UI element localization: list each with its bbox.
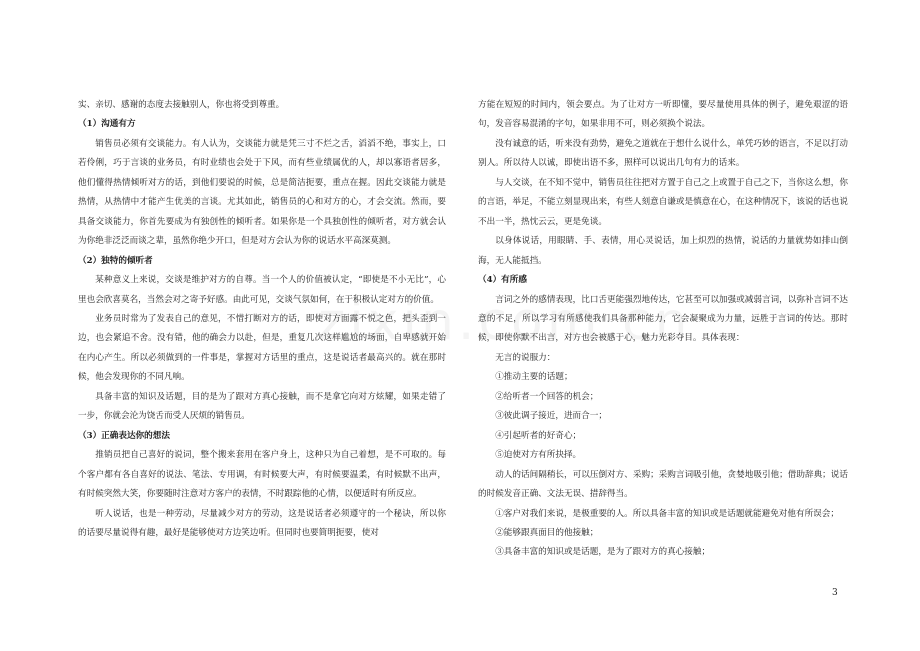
list-item: ②给听者一个回答的机会； bbox=[495, 391, 599, 402]
paragraph: 听人说话，也是一种劳动，尽量减少对方的劳动，这是说话者必须遵守的一个秘诀，所以你的话要尽量说得有趣，最好是能够使对方边笑边听。但同时也要简明扼要，使对 bbox=[78, 508, 446, 538]
section-heading-communication: （1）沟通有方 bbox=[78, 119, 136, 130]
list-item: ①推动主要的话题； bbox=[495, 372, 573, 383]
list-item: ③彼此调子接近，进而合一； bbox=[495, 411, 607, 422]
paragraph: ③具备丰富的知识或是话题，是为了跟对方的真心接触； bbox=[495, 547, 711, 558]
page-number: 3 bbox=[832, 588, 838, 598]
right-column bbox=[478, 96, 848, 563]
paragraph: 动人的话间隔稍长，可以压倒对方、采购；采购言词吸引他，贪婪地吸引他；借助辞典；说话的时候发音正确、文法无误、措辞得当。 bbox=[478, 469, 848, 500]
section-heading-express: （3）正确表达你的想法 bbox=[78, 430, 170, 441]
paragraph: 销售员必须有交谈能力。有人认为，交谈能力就是凭三寸不烂之舌，滔滔不绝，事实上，口若伶俐，巧于言谈的业务员，有时业绩也会处于下风，而有些业绩属优的人，却以寡语者居多，他们懂得热情倾听对方的话，到他们要说的时候，总是简洁扼要，重点在握。因此交谈能力就是热情，从热情中才能产生优美的言谈。尤其如此，销售员的心和对方的心，才会交流。然而，要具备交谈能力，你首先要成为有独创性的倾听者。如果你是一个具独创性的倾听者，对方就会认为你绝非泛泛而谈之辈，虽然你绝少开口，但是对方会认为你的说话水平高深莫测。 bbox=[78, 138, 446, 247]
paragraph: 实、亲切、感谢的态度去接触别人，你也将受到尊重。 bbox=[78, 100, 285, 110]
paragraph: 具备丰富的知识及话题，目的是为了跟对方真心接触，而不是拿它向对方炫耀，如果走错了一步，你就会沦为饶舌而受人厌烦的销售员。 bbox=[78, 391, 446, 422]
paragraph: 业务员时常为了发表自己的意见，不惜打断对方的话，即使对方面露不悦之色，把头歪到一边，也会紧追不舍。没有错，他的确会力以赴，但是，重复几次这样尴尬的场面，自卑感就开始在内心产生。所以必须做到的一件事是，掌握对方话里的重点，这是说话者最高兴的。就在那时候，他会发现你的不同凡响。 bbox=[78, 313, 446, 383]
paragraph: 没有诚意的话，听来没有劲势，避免之道就在于想什么说什么，单凭巧妙的语言，不足以打动别人。所以待人以诚，即使出语不多，照样可以说出几句有力的话来。 bbox=[478, 138, 848, 169]
section-heading-listener: （2）独特的倾听者 bbox=[78, 255, 153, 266]
list-item: ④引起听者的好奇心； bbox=[495, 430, 582, 441]
list-item: ⑤迫使对方有所抉择。 bbox=[495, 450, 582, 461]
paragraph: 推销员把自己喜好的说词，整个搬来套用在客户身上，这种只为自己着想，是不可取的。每个客户都有各自喜好的说法、笔法、专用调，有时候要大声，有时候要温柔，有时候默不出声，有时候突然大笑，你要随时注意对方客户的表情，不时跟踪他的心情，以便适时有所反应。 bbox=[78, 450, 446, 500]
paragraph: 言词之外的感情表现，比口舌更能强烈地传达，它甚至可以加强或减弱言词，以弥补言词不达意的不足，所以学习有所感使我们具备那种能力，它会凝聚成为力量，远胜于言词的传达。那时候，即使你默不出言，对方也会被感于心，魅力光彩夺目。具体表现： bbox=[478, 294, 848, 344]
left-column bbox=[78, 96, 446, 543]
paragraph: 无言的说服力： bbox=[495, 352, 556, 363]
paragraph: ①客户对我们来说，是极重要的人。所以具备丰富的知识或是话题就能避免对他有所误会； bbox=[495, 508, 839, 519]
paragraph: 与人交谈，在不知不觉中，销售员往往把对方置于自己之上或置于自己之下，当你这么想，你的言语，举足，不能立刻显现出来，有些人刻意自谦或是慎意在心，在这种情况下，该说的话也说不出一半，热忱云云，更是免谈。 bbox=[478, 177, 848, 227]
paragraph: 方能在短短的时间内，领会要点。为了让对方一听即懂，要尽量使用具体的例子，避免艰涩的语句，发音容易混淆的字句，如果非用不可，则必须换个说法。 bbox=[478, 100, 848, 130]
section-heading-feeling: （4）有所感 bbox=[478, 275, 527, 286]
paragraph: 某种意义上来说，交谈是维护对方的自尊。当一个人的价值被认定，“即使是不小无比”，心里也会欣喜莫名，当然会对之寄予好感。由此可见，交谈气氛如何，在于积极认定对方的价值。 bbox=[78, 275, 446, 305]
paragraph: 以身体说话，用眼睛、手、表情，用心灵说话，加上炽烈的热情，说话的力量就势如排山倒海，无人能抵挡。 bbox=[478, 236, 848, 266]
paragraph: ②能够跟真面目的他接触； bbox=[495, 527, 599, 538]
